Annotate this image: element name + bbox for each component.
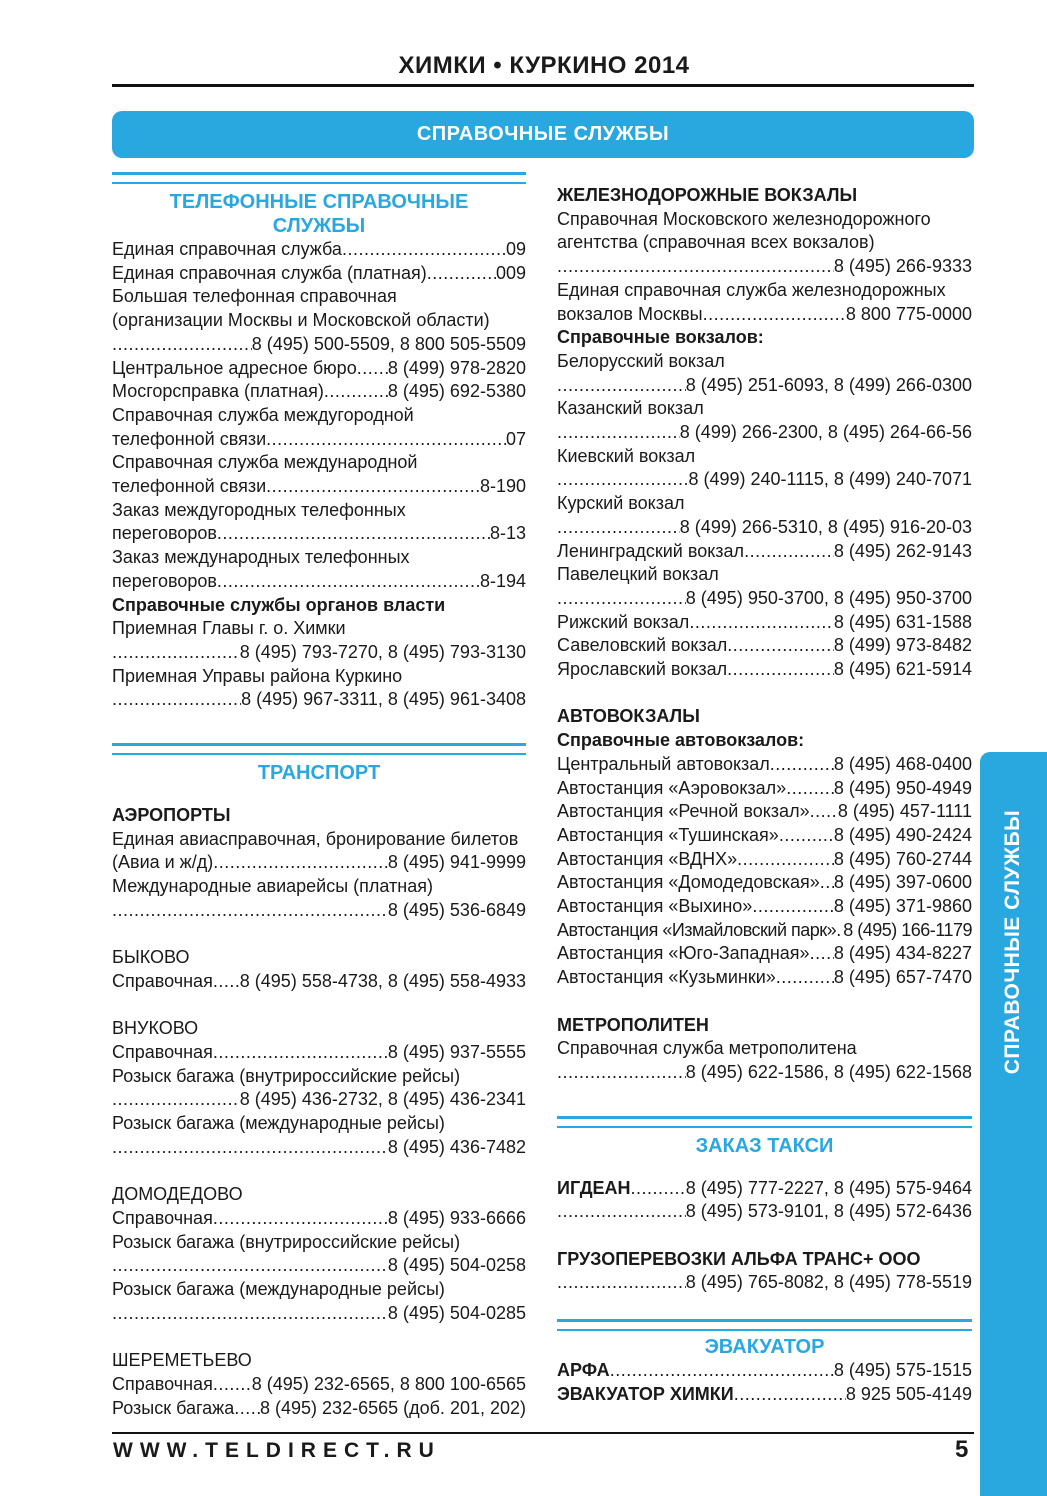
entry: Автостанция «Юго-Западная» ..... 8 (495) 434-8227 bbox=[557, 942, 972, 966]
side-tab bbox=[980, 752, 1047, 1496]
footer-url: WWW.TELDIRECT.RU bbox=[113, 1439, 441, 1462]
entry-label: Розыск багажа (внутрироссийские рейсы) bbox=[112, 1065, 461, 1086]
entry: Единая справочная служба (платная) ..... 009 bbox=[112, 262, 526, 286]
phone-number: 8 (495) 397-0600 bbox=[833, 872, 972, 893]
transport-title: ТРАНСПОРТ bbox=[257, 762, 381, 785]
entry: переговоров ..... 8-194 bbox=[112, 570, 526, 594]
phone-number: 8 (495) 490-2424 bbox=[833, 824, 972, 845]
phone-number: 8 (495) 232-6565, 8 800 100-6565 bbox=[251, 1373, 526, 1394]
entry: Автостанция «Домодедовская» ..... 8 (495) 397-0600 bbox=[557, 871, 972, 895]
phone-number: 8 (495) 933-6666 bbox=[387, 1207, 526, 1228]
airport-name: БЫКОВО bbox=[112, 947, 190, 968]
entry: Автостанция «Аэровокзал» ..... 8 (495) 950-4949 bbox=[557, 777, 972, 801]
entry-label: (организации Москвы и Московской области) bbox=[112, 310, 490, 331]
subheading: АЭРОПОРТЫ bbox=[112, 805, 231, 826]
phone-number: 8 (495) 793-7270, 8 (495) 793-3130 bbox=[239, 641, 526, 662]
company-name: ГРУЗОПЕРЕВОЗКИ АЛЬФА ТРАНС+ ООО bbox=[557, 1248, 921, 1269]
right-column bbox=[557, 184, 972, 1407]
entry: Ярославский вокзал ..... 8 (495) 621-5914 bbox=[557, 658, 972, 682]
entry: Справочная ..... 8 (495) 937-5555 bbox=[112, 1041, 526, 1065]
entry bbox=[557, 1271, 972, 1295]
phone-number: 8 (495) 950-4949 bbox=[833, 777, 972, 798]
subheading: АВТОВОКЗАЛЫ bbox=[557, 706, 700, 727]
entry bbox=[112, 1302, 526, 1326]
entry: Автостанция «ВДНХ» ..... 8 (495) 760-2744 bbox=[557, 848, 972, 872]
taxi-title: ЗАКАЗ ТАКСИ bbox=[695, 1134, 834, 1157]
entry: Ленинградский вокзал ..... 8 (495) 262-9143 bbox=[557, 540, 972, 564]
phone-services-title: ТЕЛЕФОННЫЕ СПРАВОЧНЫЕ СЛУЖБЫ bbox=[169, 191, 469, 237]
entry-label: Справочная служба междугородной bbox=[112, 404, 414, 425]
entry bbox=[557, 421, 972, 445]
entry: АРФА ..... 8 (495) 575-1515 bbox=[557, 1359, 972, 1383]
phone-number: 07 bbox=[505, 428, 526, 449]
entry: Автостанция «Кузьминки» ..... 8 (495) 657-7470 bbox=[557, 966, 972, 990]
entry-label: Белорусский вокзал bbox=[557, 350, 725, 371]
entry: переговоров ..... 8-13 bbox=[112, 522, 526, 546]
phone-number: 8 925 505-4149 bbox=[845, 1383, 972, 1404]
header-rule bbox=[112, 84, 974, 87]
entry-label: Казанский вокзал bbox=[557, 398, 704, 419]
phone-number: 8 (495) 166-1179 bbox=[843, 919, 972, 940]
phone-number: 8 (499) 973-8482 bbox=[833, 635, 972, 656]
entry-label: Приемная Главы г. о. Химки bbox=[112, 618, 346, 639]
phone-number: 8 (499) 266-5310, 8 (495) 916-20-03 bbox=[679, 516, 972, 537]
phone-number: 8 (495) 765-8082, 8 (495) 778-5519 bbox=[685, 1272, 972, 1293]
phone-number: 8 (495) 657-7470 bbox=[833, 967, 972, 988]
entry-label: Справочная служба метрополитена bbox=[557, 1038, 857, 1059]
entry: ЭВАКУАТОР ХИМКИ ..... 8 925 505-4149 bbox=[557, 1383, 972, 1407]
subheading: Справочные службы органов власти bbox=[112, 594, 446, 615]
phone-number: 8 (495) 631-1588 bbox=[833, 611, 972, 632]
entry bbox=[557, 468, 972, 492]
entry-label: Приемная Управы района Куркино bbox=[112, 665, 403, 686]
entry: Справочная ..... 8 (495) 558-4738, 8 (495) 558-4933 bbox=[112, 970, 526, 994]
entry-label: Киевский вокзал bbox=[557, 445, 696, 466]
entry-label: агентства (справочная всех вокзалов) bbox=[557, 232, 875, 253]
subheading: МЕТРОПОЛИТЕН bbox=[557, 1014, 709, 1035]
entry: Автостанция «Речной вокзал» ..... 8 (495) 457-1111 bbox=[557, 800, 972, 824]
entry: Автостанция «Тушинская» ..... 8 (495) 490-2424 bbox=[557, 824, 972, 848]
phone-number: 8 (495) 692-5380 bbox=[387, 381, 526, 402]
phone-number: 8 (495) 950-3700, 8 (495) 950-3700 bbox=[685, 587, 972, 608]
phone-number: 8 (499) 240-1115, 8 (499) 240-7071 bbox=[688, 469, 972, 490]
footer-rule bbox=[112, 1432, 974, 1434]
section-rule bbox=[557, 1319, 972, 1331]
entry bbox=[112, 641, 526, 665]
entry-label: Единая справочная служба железнодорожных bbox=[557, 279, 946, 300]
phone-number: 8 (495) 621-5914 bbox=[833, 659, 972, 680]
entry-label: Заказ междугородных телефонных bbox=[112, 499, 406, 520]
entry: Справочная ..... 8 (495) 933-6666 bbox=[112, 1207, 526, 1231]
phone-number: 8 (495) 500-5509, 8 800 505-5509 bbox=[251, 333, 526, 354]
phone-number: 8 (499) 978-2820 bbox=[387, 357, 526, 378]
entry-label: Заказ международных телефонных bbox=[112, 547, 410, 568]
entry bbox=[112, 1254, 526, 1278]
entry-label: Павелецкий вокзал bbox=[557, 564, 719, 585]
phone-number: 8 (495) 536-6849 bbox=[387, 899, 526, 920]
entry bbox=[112, 1088, 526, 1112]
entry-label: Справочная служба международной bbox=[112, 452, 418, 473]
phone-number: 8 (495) 967-3311, 8 (495) 961-3408 bbox=[241, 689, 526, 710]
subheading: ЖЕЛЕЗНОДОРОЖНЫЕ ВОКЗАЛЫ bbox=[557, 185, 858, 205]
phone-number: 8 (495) 575-1515 bbox=[833, 1360, 972, 1381]
evacuator-title: ЭВАКУАТОР bbox=[704, 1336, 825, 1359]
entry bbox=[557, 255, 972, 279]
phone-number: 8 (495) 937-5555 bbox=[387, 1042, 526, 1063]
entry-label: Большая телефонная справочная bbox=[112, 286, 397, 307]
evacuator-header bbox=[557, 1319, 972, 1359]
phone-number: 8 (495) 777-2227, 8 (495) 575-9464 bbox=[685, 1177, 972, 1198]
phone-number: 8 (495) 232-6565 (доб. 201, 202) bbox=[260, 1397, 526, 1418]
entry bbox=[557, 1061, 972, 1085]
section-banner bbox=[112, 111, 974, 158]
entry: Мосгорсправка (платная) ..... 8 (495) 692-5380 bbox=[112, 380, 526, 404]
entry: (Авиа и ж/д) ..... 8 (495) 941-9999 bbox=[112, 851, 526, 875]
phone-number: 8 (495) 941-9999 bbox=[387, 852, 526, 873]
phone-number: 8 (495) 434-8227 bbox=[833, 943, 972, 964]
entry: телефонной связи ..... 8-190 bbox=[112, 475, 526, 499]
phone-number: 8 (499) 266-2300, 8 (495) 264-66-56 bbox=[679, 422, 972, 443]
phone-number: 8 (495) 504-0285 bbox=[387, 1302, 526, 1323]
entry: Савеловский вокзал ..... 8 (499) 973-8482 bbox=[557, 634, 972, 658]
phone-number: 8 (495) 262-9143 bbox=[833, 540, 972, 561]
entry: телефонной связи ..... 07 bbox=[112, 428, 526, 452]
section-rule bbox=[112, 172, 526, 184]
entry-label: Розыск багажа (международные рейсы) bbox=[112, 1113, 445, 1134]
entry-label: Международные авиарейсы (платная) bbox=[112, 876, 433, 897]
phone-number: 8 (495) 504-0258 bbox=[387, 1255, 526, 1276]
entry-label: Единая авиасправочная, бронирование билетов bbox=[112, 828, 519, 849]
entry bbox=[557, 516, 972, 540]
subheading: Справочные вокзалов: bbox=[557, 327, 764, 348]
phone-number: 8 (495) 371-9860 bbox=[833, 896, 972, 917]
phone-number: 8 (495) 573-9101, 8 (495) 572-6436 bbox=[685, 1201, 972, 1222]
phone-number: 8 (495) 436-2732, 8 (495) 436-2341 bbox=[239, 1089, 526, 1110]
entry bbox=[557, 1200, 972, 1224]
side-tab-label: СПРАВОЧНЫЕ СЛУЖБЫ bbox=[1001, 809, 1025, 1075]
airport-name: ДОМОДЕДОВО bbox=[112, 1184, 243, 1205]
entry: Розыск багажа ..... 8 (495) 232-6565 (доб. 201, 202) bbox=[112, 1397, 526, 1421]
page-number: 5 bbox=[955, 1436, 969, 1463]
phone-number: 8-190 bbox=[479, 476, 526, 497]
subheading: Справочные автовокзалов: bbox=[557, 730, 805, 751]
phone-number: 8 (495) 622-1586, 8 (495) 622-1568 bbox=[685, 1061, 972, 1082]
page-header-title: ХИМКИ • КУРКИНО 2014 bbox=[398, 52, 690, 79]
phone-number: 8-194 bbox=[479, 570, 526, 591]
phone-number: 8 (495) 266-9333 bbox=[833, 256, 972, 277]
phone-number: 8 (495) 468-0400 bbox=[833, 753, 972, 774]
section-rule bbox=[557, 1116, 972, 1128]
entry bbox=[112, 899, 526, 923]
phone-number: 8-13 bbox=[489, 523, 526, 544]
entry-label: Розыск багажа (международные рейсы) bbox=[112, 1279, 445, 1300]
entry: Центральное адресное бюро ..... 8 (499) 978-2820 bbox=[112, 357, 526, 381]
entry: Центральный автовокзал ..... 8 (495) 468-0400 bbox=[557, 753, 972, 777]
left-column bbox=[112, 172, 526, 1420]
phone-number: 8 (495) 457-1111 bbox=[837, 801, 972, 822]
phone-number: 8 (495) 251-6093, 8 (499) 266-0300 bbox=[685, 374, 972, 395]
entry-label: Справочная Московского железнодорожного bbox=[557, 208, 931, 229]
phone-number: 8 (495) 558-4738, 8 (495) 558-4933 bbox=[239, 970, 526, 991]
transport-header bbox=[112, 743, 526, 785]
entry: Единая справочная служба ..... 09 bbox=[112, 238, 526, 262]
entry-label: Розыск багажа (внутрироссийские рейсы) bbox=[112, 1231, 461, 1252]
entry bbox=[112, 333, 526, 357]
airport-name: ВНУКОВО bbox=[112, 1018, 199, 1039]
section-rule bbox=[112, 743, 526, 755]
entry: Рижский вокзал ..... 8 (495) 631-1588 bbox=[557, 611, 972, 635]
entry bbox=[557, 374, 972, 398]
entry bbox=[557, 587, 972, 611]
entry: ИГДЕАН ..... 8 (495) 777-2227, 8 (495) 575-9464 bbox=[557, 1177, 972, 1201]
taxi-header bbox=[557, 1116, 972, 1158]
entry: Автостанция «Измайловский парк» ..... 8 (495) 166-1179 bbox=[557, 919, 972, 943]
phone-number: 009 bbox=[495, 262, 526, 283]
section-banner-title: СПРАВОЧНЫЕ СЛУЖБЫ bbox=[416, 123, 670, 145]
phone-number: 09 bbox=[505, 239, 526, 259]
entry bbox=[112, 1136, 526, 1160]
entry bbox=[112, 688, 526, 712]
entry: Справочная ..... 8 (495) 232-6565, 8 800 100-6565 bbox=[112, 1373, 526, 1397]
entry: Автостанция «Выхино» ..... 8 (495) 371-9860 bbox=[557, 895, 972, 919]
phone-number: 8 (495) 760-2744 bbox=[833, 848, 972, 869]
phone-number: 8 800 775-0000 bbox=[845, 303, 972, 324]
airport-name: ШЕРЕМЕТЬЕВО bbox=[112, 1350, 252, 1371]
entry-label: Курский вокзал bbox=[557, 493, 685, 514]
phone-services-header bbox=[112, 172, 526, 238]
entry: вокзалов Москвы ..... 8 800 775-0000 bbox=[557, 303, 972, 327]
phone-number: 8 (495) 436-7482 bbox=[387, 1136, 526, 1157]
